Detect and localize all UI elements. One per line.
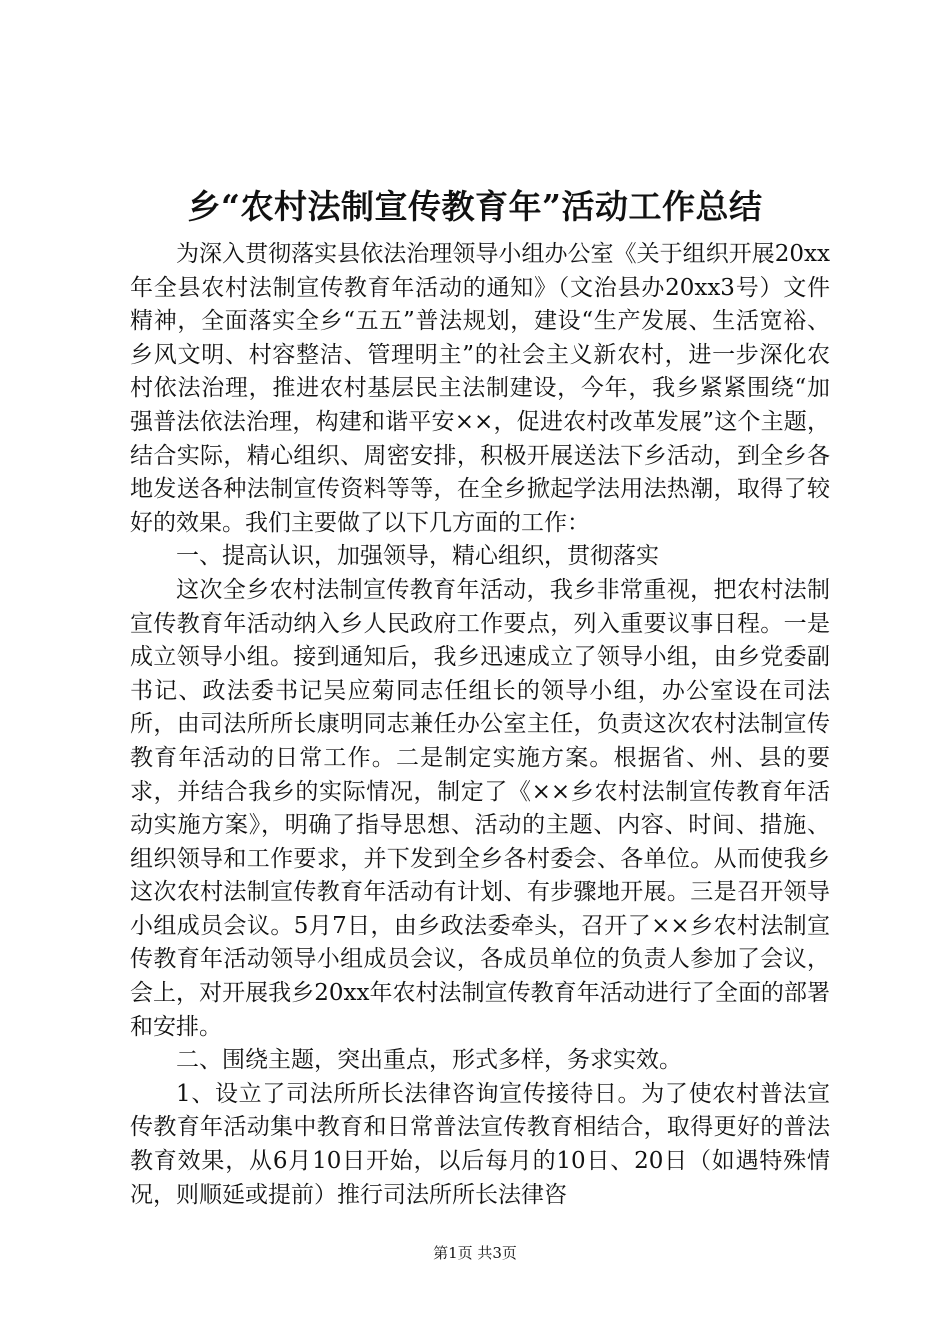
paragraph-section-1: 这次全乡农村法制宣传教育年活动，我乡非常重视，把农村法制宣传教育年活动纳入乡人民政府工作要点，列入重要议事日程。一是成立领导小组。接到通知后，我乡迅速成立了领导小组，由乡党委副书记、政法委书记吴应菊同志任组长的领导小组，办公室设在司法所，由司法所所长康明同志兼任办公室主任，负责这次农村法制宣传教育年活动的日常工作。二是制定实施方案。根据省、州、县的要求，并结合我乡的实际情况，制定了《××乡农村法制宣传教育年活动实施方案》，明确了指导思想、活动的主题、内容、时间、措施、组织领导和工作要求，并下发到全乡各村委会、各单位。从而使我乡这次农村法制宣传教育年活动有计划、有步骤地开展。三是召开领导小组成员会议。5月7日，由乡政法委牵头，召开了××乡农村法制宣传教育年活动领导小组成员会议，各成员单位的负责人参加了会议，会上，对开展我乡20xx年农村法制宣传教育年活动进行了全面的部署和安排。 — [130, 576, 830, 1040]
section-heading-1: 一、提高认识，加强领导，精心组织，贯彻落实 — [176, 543, 659, 570]
document-title: 乡“农村法制宣传教育年”活动工作总结 — [187, 187, 763, 226]
paragraph-intro: 为深入贯彻落实县依法治理领导小组办公室《关于组织开展20xx年全县农村法制宣传教育年活动的通知》（文治县办20xx3号）文件精神，全面落实全乡“五五”普法规划，建设“生产发展、生活宽裕、乡风文明、村容整洁、管理明主”的社会主义新农村，进一步深化农村依法治理，推进农村基层民主法制建设，今年，我乡紧紧围绕“加强普法依法治理，构建和谐平安××，促进农村改革发展”这个主题，结合实际，精心组织、周密安排，积极开展送法下乡活动，到全乡各地发送各种法制宣传资料等等，在全乡掀起学法用法热潮，取得了较好的效果。我们主要做了以下几方面的工作： — [130, 241, 830, 536]
document-body — [130, 238, 830, 1212]
section-heading-2: 二、围绕主题，突出重点，形式多样，务求实效。 — [176, 1047, 682, 1074]
page-footer: 第1页 共3页 — [433, 1244, 517, 1262]
paragraph-item-1: 1、设立了司法所所长法律咨询宣传接待日。为了使农村普法宣传教育年活动集中教育和日常普法宣传教育相结合，取得更好的普法教育效果，从6月10日开始，以后每月的10日、20日（如遇特殊情况，则顺延或提前）推行司法所所长法律咨 — [130, 1080, 830, 1208]
